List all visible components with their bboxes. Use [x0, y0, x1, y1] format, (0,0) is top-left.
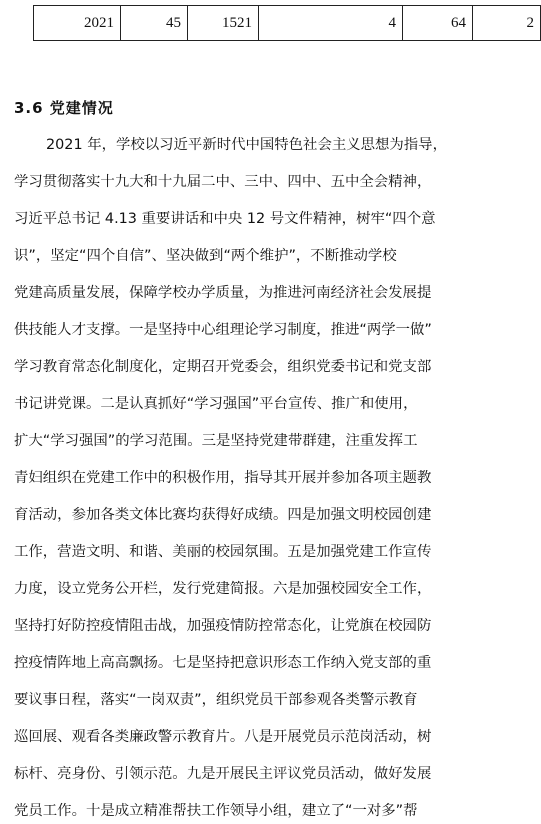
section-heading: 3.6 党建情况 [14, 99, 114, 117]
table-cell: 1521 [188, 6, 259, 41]
table-cell: 2021 [34, 6, 121, 41]
table-row [34, 6, 541, 41]
table-cell: 45 [121, 6, 188, 41]
paragraph-line: 工作，营造文明、和谐、美丽的校园氛围。五是加强党建工作宣传 [14, 544, 432, 560]
paragraph-line: 习近平总书记 4.13 重要讲话和中央 12 号文件精神，树牢“四个意 [14, 211, 436, 227]
paragraph-line: 育活动，参加各类文体比赛均获得好成绩。四是加强文明校园创建 [14, 507, 432, 523]
paragraph-line: 力度，设立党务公开栏，发行党建简报。六是加强校园安全工作， [14, 581, 432, 597]
data-table [33, 5, 541, 41]
paragraph-line: 青妇组织在党建工作中的积极作用，指导其开展并参加各项主题教 [14, 470, 432, 486]
table-cell: 64 [403, 6, 473, 41]
paragraph-line: 要议事日程，落实“一岗双责”，组织党员干部参观各类警示教育 [14, 692, 418, 708]
paragraph-line: 学习贯彻落实十九大和十九届二中、三中、四中、五中全会精神， [14, 174, 432, 190]
paragraph-line: 扩大“学习强国”的学习范围。三是坚持党建带群建，注重发挥工 [14, 433, 418, 449]
table-cell: 2 [473, 6, 541, 41]
paragraph-line: 坚持打好防控疫情阻击战，加强疫情防控常态化，让党旗在校园防 [14, 618, 432, 634]
paragraph-line: 2021 年，学校以习近平新时代中国特色社会主义思想为指导， [46, 137, 447, 153]
paragraph-line: 识”，坚定“四个自信”、坚决做到“两个维护”，不断推动学校 [14, 248, 397, 264]
paragraph-line: 控疫情阵地上高高飘扬。七是坚持把意识形态工作纳入党支部的重 [14, 655, 432, 671]
paragraph-line: 党建高质量发展，保障学校办学质量，为推进河南经济社会发展提 [14, 285, 432, 301]
paragraph-line: 书记讲党课。二是认真抓好“学习强国”平台宣传、推广和使用， [14, 396, 418, 412]
table-cell: 4 [259, 6, 403, 41]
paragraph-line: 党员工作。十是成立精准帮扶工作领导小组，建立了“一对多”帮 [14, 803, 418, 819]
paragraph-line: 标杆、亮身份、引领示范。九是开展民主评议党员活动，做好发展 [14, 766, 432, 782]
paragraph-line: 巡回展、观看各类廉政警示教育片。八是开展党员示范岗活动，树 [14, 729, 432, 745]
paragraph-line: 供技能人才支撑。一是坚持中心组理论学习制度，推进“两学一做” [14, 322, 432, 338]
paragraph-line: 学习教育常态化制度化，定期召开党委会，组织党委书记和党支部 [14, 359, 432, 375]
